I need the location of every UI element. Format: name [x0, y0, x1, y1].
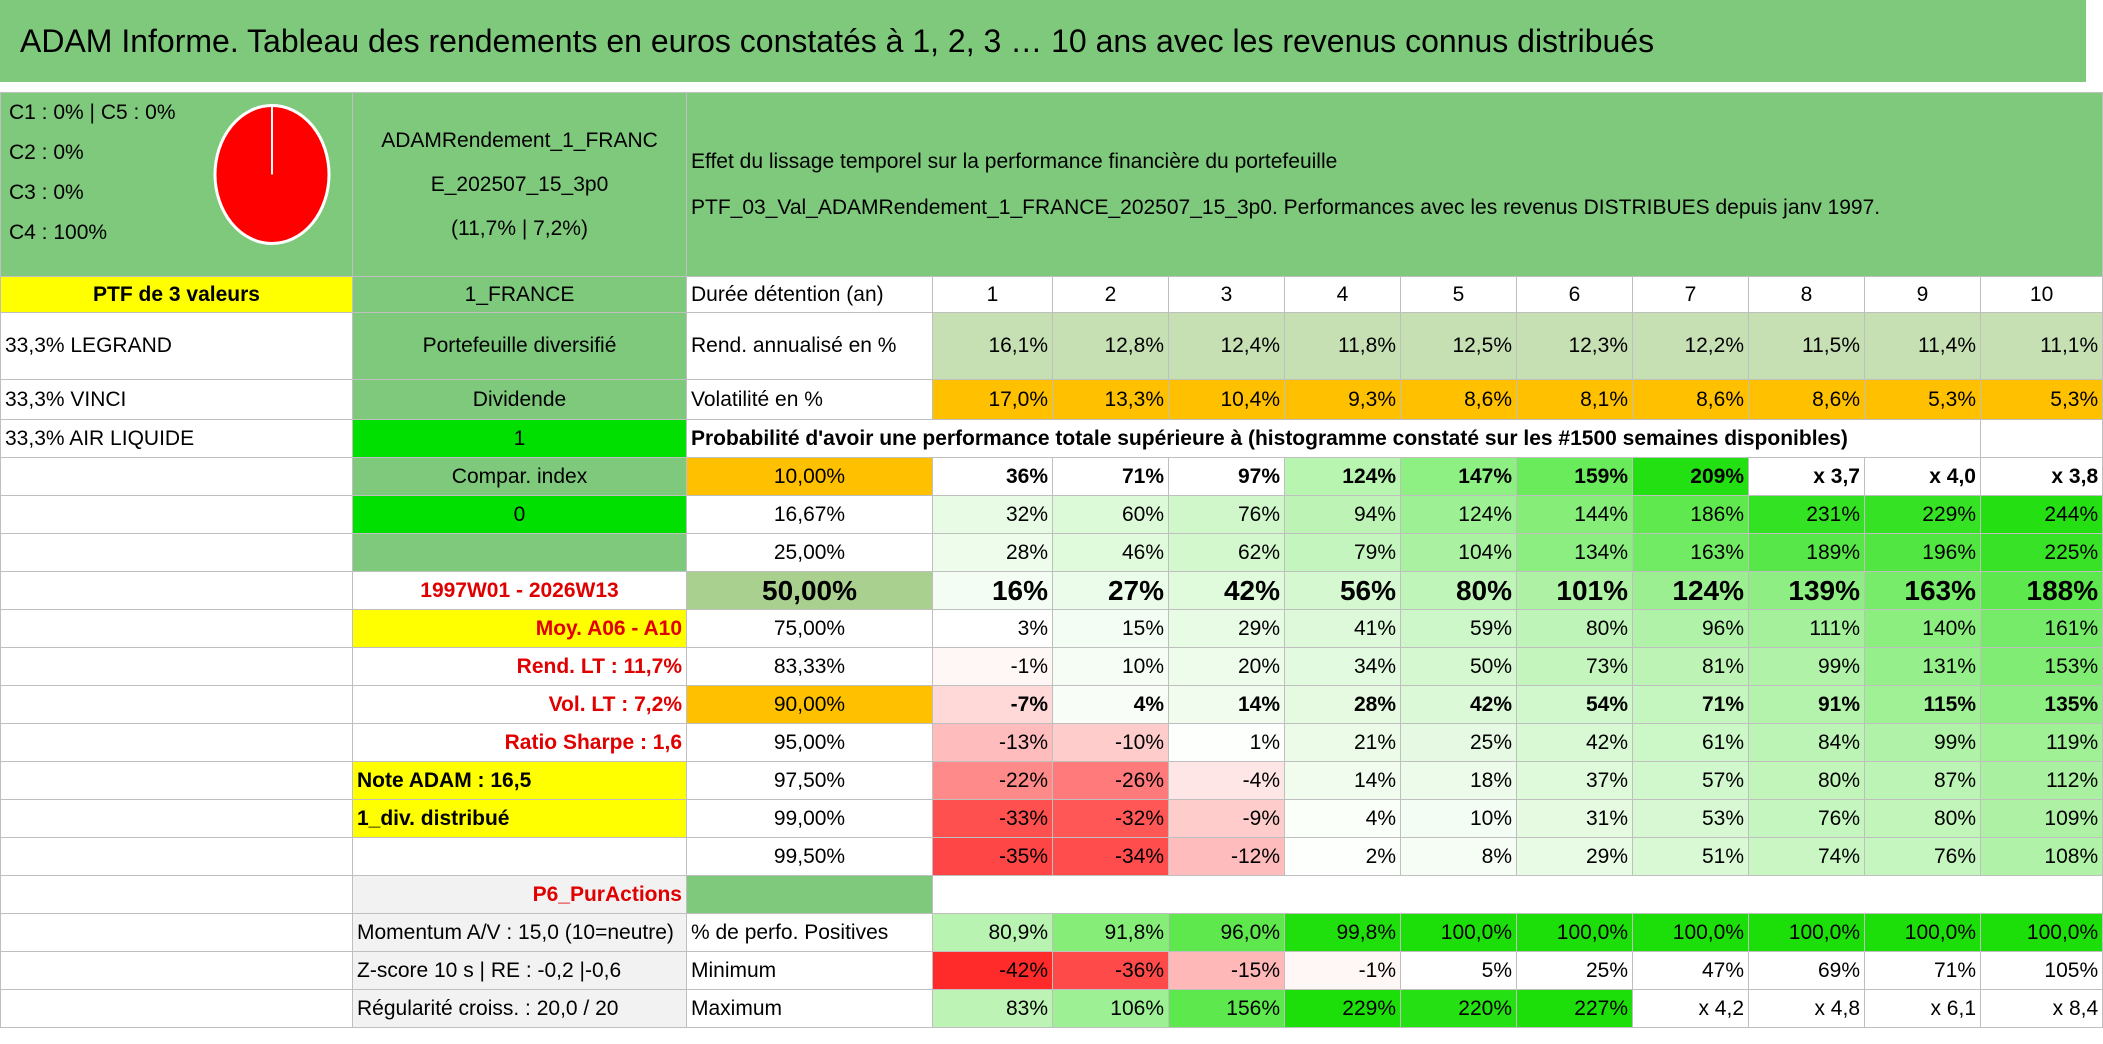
max-cell: 229%: [1285, 990, 1401, 1028]
prob-cell: 21%: [1285, 724, 1401, 762]
empty-cell: [687, 876, 933, 914]
prob-row: [1, 800, 2103, 838]
prob-level: 99,50%: [687, 838, 933, 876]
prob-cell: 147%: [1401, 458, 1517, 496]
rend-cell: 11,5%: [1749, 313, 1865, 380]
year-header: 10: [1981, 277, 2103, 313]
prob-cell: 112%: [1981, 762, 2103, 800]
prob-cell: -9%: [1169, 800, 1285, 838]
min-cell: 71%: [1865, 952, 1981, 990]
year-header: 3: [1169, 277, 1285, 313]
min-label: Minimum: [687, 952, 933, 990]
zscore: Z-score 10 s | RE : -0,2 |-0,6: [353, 952, 687, 990]
portfolio-name-line: E_202507_15_3p0: [430, 172, 609, 196]
empty-cell: [1981, 420, 2103, 458]
prob-cell: 119%: [1981, 724, 2103, 762]
pos-cell: 100,0%: [1633, 914, 1749, 952]
year-header: 6: [1517, 277, 1633, 313]
empty-cell: [1, 990, 353, 1028]
prob-cell: 99%: [1749, 648, 1865, 686]
prob-cell: x 3,8: [1981, 458, 2103, 496]
prob-row: [1, 610, 2103, 648]
rend-cell: 11,8%: [1285, 313, 1401, 380]
empty-cell: [1, 762, 353, 800]
sharpe: Ratio Sharpe : 1,6: [353, 724, 687, 762]
prob-level: 25,00%: [687, 534, 933, 572]
empty-cell: [1, 686, 353, 724]
empty-cell: [1, 610, 353, 648]
min-cell: -42%: [933, 952, 1053, 990]
prob-cell: -10%: [1053, 724, 1169, 762]
prob-cell: 20%: [1169, 648, 1285, 686]
prob-cell: 46%: [1053, 534, 1169, 572]
rend-label: Rend. annualisé en %: [687, 313, 933, 380]
prob-cell: 101%: [1517, 572, 1633, 610]
prob-cell: 163%: [1633, 534, 1749, 572]
description: [687, 93, 2103, 277]
pos-cell: 80,9%: [933, 914, 1053, 952]
prob-cell: 25%: [1401, 724, 1517, 762]
max-cell: 83%: [933, 990, 1053, 1028]
allocation-pie-chart: [213, 103, 331, 246]
prob-cell: 3%: [933, 610, 1053, 648]
ptf-label: PTF de 3 valeurs: [1, 277, 353, 313]
class-line: C2 : 0%: [9, 141, 84, 164]
prob-cell: 124%: [1633, 572, 1749, 610]
portfolio-name-line: (11,7% | 7,2%): [451, 216, 588, 240]
prob-cell: 80%: [1865, 800, 1981, 838]
rend-cell: 12,5%: [1401, 313, 1517, 380]
prob-cell: 2%: [1285, 838, 1401, 876]
pos-cell: 100,0%: [1981, 914, 2103, 952]
description-line: Effet du lissage temporel sur la performance financière du portefeuille: [691, 149, 1338, 173]
empty-cell: [1, 800, 353, 838]
empty-cell: [1, 572, 353, 610]
prob-cell: x 4,0: [1865, 458, 1981, 496]
empty-cell: [1, 496, 353, 534]
vol-lt: Vol. LT : 7,2%: [353, 686, 687, 724]
prob-cell: 41%: [1285, 610, 1401, 648]
prob-cell: 34%: [1285, 648, 1401, 686]
prob-cell: 153%: [1981, 648, 2103, 686]
year-header: 2: [1053, 277, 1169, 313]
prob-cell: 36%: [933, 458, 1053, 496]
min-cell: 5%: [1401, 952, 1517, 990]
portfolio-type: Portefeuille diversifié: [353, 313, 687, 380]
max-cell: 227%: [1517, 990, 1633, 1028]
prob-cell: -33%: [933, 800, 1053, 838]
prob-cell: 76%: [1865, 838, 1981, 876]
min-cell: -36%: [1053, 952, 1169, 990]
prob-cell: 18%: [1401, 762, 1517, 800]
prob-cell: 186%: [1633, 496, 1749, 534]
holding: 33,3% LEGRAND: [1, 313, 353, 380]
prob-cell: 31%: [1517, 800, 1633, 838]
prob-cell: -26%: [1053, 762, 1169, 800]
prob-cell: 131%: [1865, 648, 1981, 686]
prob-cell: 80%: [1517, 610, 1633, 648]
prob-cell: 10%: [1401, 800, 1517, 838]
prob-cell: 57%: [1633, 762, 1749, 800]
prob-level: 10,00%: [687, 458, 933, 496]
prob-cell: 50%: [1401, 648, 1517, 686]
year-header: 1: [933, 277, 1053, 313]
rend-cell: 12,4%: [1169, 313, 1285, 380]
page-title: ADAM Informe. Tableau des rendements en euros constatés à 1, 2, 3 … 10 ans avec les revenus connus distribués: [0, 0, 2086, 82]
empty-cell: [1, 648, 353, 686]
prob-cell: 229%: [1865, 496, 1981, 534]
empty-cell: [933, 876, 2103, 914]
prob-cell: 14%: [1285, 762, 1401, 800]
prob-cell: 76%: [1749, 800, 1865, 838]
prob-level: 99,00%: [687, 800, 933, 838]
prob-cell: 159%: [1517, 458, 1633, 496]
prob-cell: 14%: [1169, 686, 1285, 724]
prob-cell: 140%: [1865, 610, 1981, 648]
prob-cell: 87%: [1865, 762, 1981, 800]
year-header: 4: [1285, 277, 1401, 313]
empty-cell: [353, 534, 687, 572]
prob-cell: 209%: [1633, 458, 1749, 496]
prob-cell: 61%: [1633, 724, 1749, 762]
prob-cell: 80%: [1749, 762, 1865, 800]
region-label: 1_FRANCE: [353, 277, 687, 313]
max-cell: 106%: [1053, 990, 1169, 1028]
prob-level: 90,00%: [687, 686, 933, 724]
duration-label: Durée détention (an): [687, 277, 933, 313]
moy-label: Moy. A06 - A10: [353, 610, 687, 648]
prob-cell: 109%: [1981, 800, 2103, 838]
vol-cell: 8,6%: [1633, 380, 1749, 420]
vol-cell: 17,0%: [933, 380, 1053, 420]
empty-cell: [1, 724, 353, 762]
min-cell: 47%: [1633, 952, 1749, 990]
description-line: PTF_03_Val_ADAMRendement_1_FRANCE_202507_15_3p0. Performances avec les revenus DISTRIBUES depuis janv 1997.: [691, 195, 1881, 219]
max-cell: 220%: [1401, 990, 1517, 1028]
prob-cell: 60%: [1053, 496, 1169, 534]
prob-cell: 79%: [1285, 534, 1401, 572]
prob-cell: 91%: [1749, 686, 1865, 724]
prob-level: 16,67%: [687, 496, 933, 534]
prob-cell: 188%: [1981, 572, 2103, 610]
compar-label: Compar. index: [353, 458, 687, 496]
prob-cell: -7%: [933, 686, 1053, 724]
prob-cell: 97%: [1169, 458, 1285, 496]
rend-cell: 12,3%: [1517, 313, 1633, 380]
prob-cell: 4%: [1285, 800, 1401, 838]
prob-cell: 163%: [1865, 572, 1981, 610]
prob-cell: -34%: [1053, 838, 1169, 876]
max-cell: 156%: [1169, 990, 1285, 1028]
prob-level: 97,50%: [687, 762, 933, 800]
min-cell: -1%: [1285, 952, 1401, 990]
pos-cell: 91,8%: [1053, 914, 1169, 952]
prob-cell: 28%: [933, 534, 1053, 572]
prob-cell: -13%: [933, 724, 1053, 762]
rend-cell: 11,1%: [1981, 313, 2103, 380]
min-cell: 105%: [1981, 952, 2103, 990]
prob-cell: 108%: [1981, 838, 2103, 876]
prob-level: 95,00%: [687, 724, 933, 762]
prob-cell: 42%: [1401, 686, 1517, 724]
prob-cell: 32%: [933, 496, 1053, 534]
prob-cell: 71%: [1053, 458, 1169, 496]
year-header: 5: [1401, 277, 1517, 313]
prob-cell: 94%: [1285, 496, 1401, 534]
prob-row: [1, 724, 2103, 762]
prob-cell: 144%: [1517, 496, 1633, 534]
prob-cell: 84%: [1749, 724, 1865, 762]
prob-cell: 71%: [1633, 686, 1749, 724]
prob-cell: 29%: [1169, 610, 1285, 648]
holding: 33,3% AIR LIQUIDE: [1, 420, 353, 458]
vol-cell: 13,3%: [1053, 380, 1169, 420]
prob-cell: -32%: [1053, 800, 1169, 838]
prob-cell: 59%: [1401, 610, 1517, 648]
vol-cell: 5,3%: [1865, 380, 1981, 420]
prob-cell: 96%: [1633, 610, 1749, 648]
empty-cell: [1, 534, 353, 572]
rend-lt: Rend. LT : 11,7%: [353, 648, 687, 686]
class-line: C1 : 0% | C5 : 0%: [9, 101, 176, 124]
pos-cell: 100,0%: [1517, 914, 1633, 952]
year-header: 7: [1633, 277, 1749, 313]
holding: 33,3% VINCI: [1, 380, 353, 420]
rend-cell: 12,8%: [1053, 313, 1169, 380]
prob-cell: 244%: [1981, 496, 2103, 534]
prob-cell: 29%: [1517, 838, 1633, 876]
max-label: Maximum: [687, 990, 933, 1028]
prob-cell: 73%: [1517, 648, 1633, 686]
compar-value[interactable]: 0: [353, 496, 687, 534]
prob-cell: 27%: [1053, 572, 1169, 610]
div-label: 1_div. distribué: [353, 800, 687, 838]
momentum: Momentum A/V : 15,0 (10=neutre): [353, 914, 687, 952]
pos-cell: 99,8%: [1285, 914, 1401, 952]
period-label: 1997W01 - 2026W13: [353, 572, 687, 610]
empty-cell: [353, 838, 687, 876]
prob-level: 83,33%: [687, 648, 933, 686]
prob-cell: 10%: [1053, 648, 1169, 686]
vol-cell: 5,3%: [1981, 380, 2103, 420]
prob-row: [1, 496, 2103, 534]
vol-cell: 8,1%: [1517, 380, 1633, 420]
prob-level: 75,00%: [687, 610, 933, 648]
prob-cell: 8%: [1401, 838, 1517, 876]
prob-cell: -35%: [933, 838, 1053, 876]
prob-cell: 115%: [1865, 686, 1981, 724]
empty-cell: [1, 914, 353, 952]
year-header: 8: [1749, 277, 1865, 313]
prob-row: [1, 534, 2103, 572]
class-line: C3 : 0%: [9, 181, 84, 204]
max-cell: x 4,8: [1749, 990, 1865, 1028]
max-cell: x 8,4: [1981, 990, 2103, 1028]
portfolio-name: [353, 93, 687, 277]
pos-cell: 100,0%: [1865, 914, 1981, 952]
probability-label: Probabilité d'avoir une performance totale supérieure à (histogramme constaté sur les #1500 semaines disponibles): [687, 420, 1981, 458]
prob-cell: 4%: [1053, 686, 1169, 724]
vol-cell: 10,4%: [1169, 380, 1285, 420]
prob-cell: 81%: [1633, 648, 1749, 686]
prob-row: [1, 572, 2103, 610]
prob-cell: 124%: [1285, 458, 1401, 496]
prob-level: 50,00%: [687, 572, 933, 610]
prob-row: [1, 648, 2103, 686]
prob-cell: 231%: [1749, 496, 1865, 534]
vol-cell: 9,3%: [1285, 380, 1401, 420]
income-label: Dividende: [353, 380, 687, 420]
empty-cell: [1, 952, 353, 990]
prob-row: [1, 838, 2103, 876]
prob-row: [1, 458, 2103, 496]
prob-cell: 225%: [1981, 534, 2103, 572]
prob-cell: 99%: [1865, 724, 1981, 762]
note-adam: Note ADAM : 16,5: [353, 762, 687, 800]
prob-cell: 1%: [1169, 724, 1285, 762]
prob-cell: 51%: [1633, 838, 1749, 876]
prob-row: [1, 762, 2103, 800]
prob-cell: 135%: [1981, 686, 2103, 724]
max-cell: x 6,1: [1865, 990, 1981, 1028]
prob-cell: 53%: [1633, 800, 1749, 838]
class-line: C4 : 100%: [9, 221, 108, 244]
pos-cell: 100,0%: [1401, 914, 1517, 952]
max-cell: x 4,2: [1633, 990, 1749, 1028]
vol-label: Volatilité en %: [687, 380, 933, 420]
prob-cell: 124%: [1401, 496, 1517, 534]
prob-cell: 76%: [1169, 496, 1285, 534]
prob-cell: -1%: [933, 648, 1053, 686]
pos-cell: 96,0%: [1169, 914, 1285, 952]
prob-cell: -22%: [933, 762, 1053, 800]
prob-cell: 111%: [1749, 610, 1865, 648]
prob-cell: 56%: [1285, 572, 1401, 610]
prob-cell: 42%: [1169, 572, 1285, 610]
pos-label: % de perfo. Positives: [687, 914, 933, 952]
prob-cell: 189%: [1749, 534, 1865, 572]
class-breakdown: [1, 93, 353, 277]
income-value[interactable]: 1: [353, 420, 687, 458]
performance-grid: [0, 92, 2103, 1028]
prob-cell: -12%: [1169, 838, 1285, 876]
min-cell: 69%: [1749, 952, 1865, 990]
prob-cell: 161%: [1981, 610, 2103, 648]
prob-cell: 54%: [1517, 686, 1633, 724]
min-cell: -15%: [1169, 952, 1285, 990]
prob-cell: -4%: [1169, 762, 1285, 800]
vol-cell: 8,6%: [1401, 380, 1517, 420]
portfolio-name-line: ADAMRendement_1_FRANC: [381, 128, 658, 152]
prob-cell: 80%: [1401, 572, 1517, 610]
prob-cell: 15%: [1053, 610, 1169, 648]
prob-cell: 28%: [1285, 686, 1401, 724]
p6-label: P6_PurActions: [353, 876, 687, 914]
prob-cell: x 3,7: [1749, 458, 1865, 496]
prob-cell: 42%: [1517, 724, 1633, 762]
prob-row: [1, 686, 2103, 724]
year-header: 9: [1865, 277, 1981, 313]
prob-cell: 74%: [1749, 838, 1865, 876]
rend-cell: 12,2%: [1633, 313, 1749, 380]
prob-cell: 196%: [1865, 534, 1981, 572]
pos-cell: 100,0%: [1749, 914, 1865, 952]
min-cell: 25%: [1517, 952, 1633, 990]
regularite: Régularité croiss. : 20,0 / 20: [353, 990, 687, 1028]
vol-cell: 8,6%: [1749, 380, 1865, 420]
prob-cell: 16%: [933, 572, 1053, 610]
rend-cell: 16,1%: [933, 313, 1053, 380]
rend-cell: 11,4%: [1865, 313, 1981, 380]
prob-cell: 37%: [1517, 762, 1633, 800]
prob-cell: 139%: [1749, 572, 1865, 610]
title-gap: [0, 82, 2086, 92]
empty-cell: [1, 838, 353, 876]
prob-cell: 104%: [1401, 534, 1517, 572]
empty-cell: [1, 876, 353, 914]
empty-cell: [1, 458, 353, 496]
prob-cell: 62%: [1169, 534, 1285, 572]
prob-cell: 134%: [1517, 534, 1633, 572]
